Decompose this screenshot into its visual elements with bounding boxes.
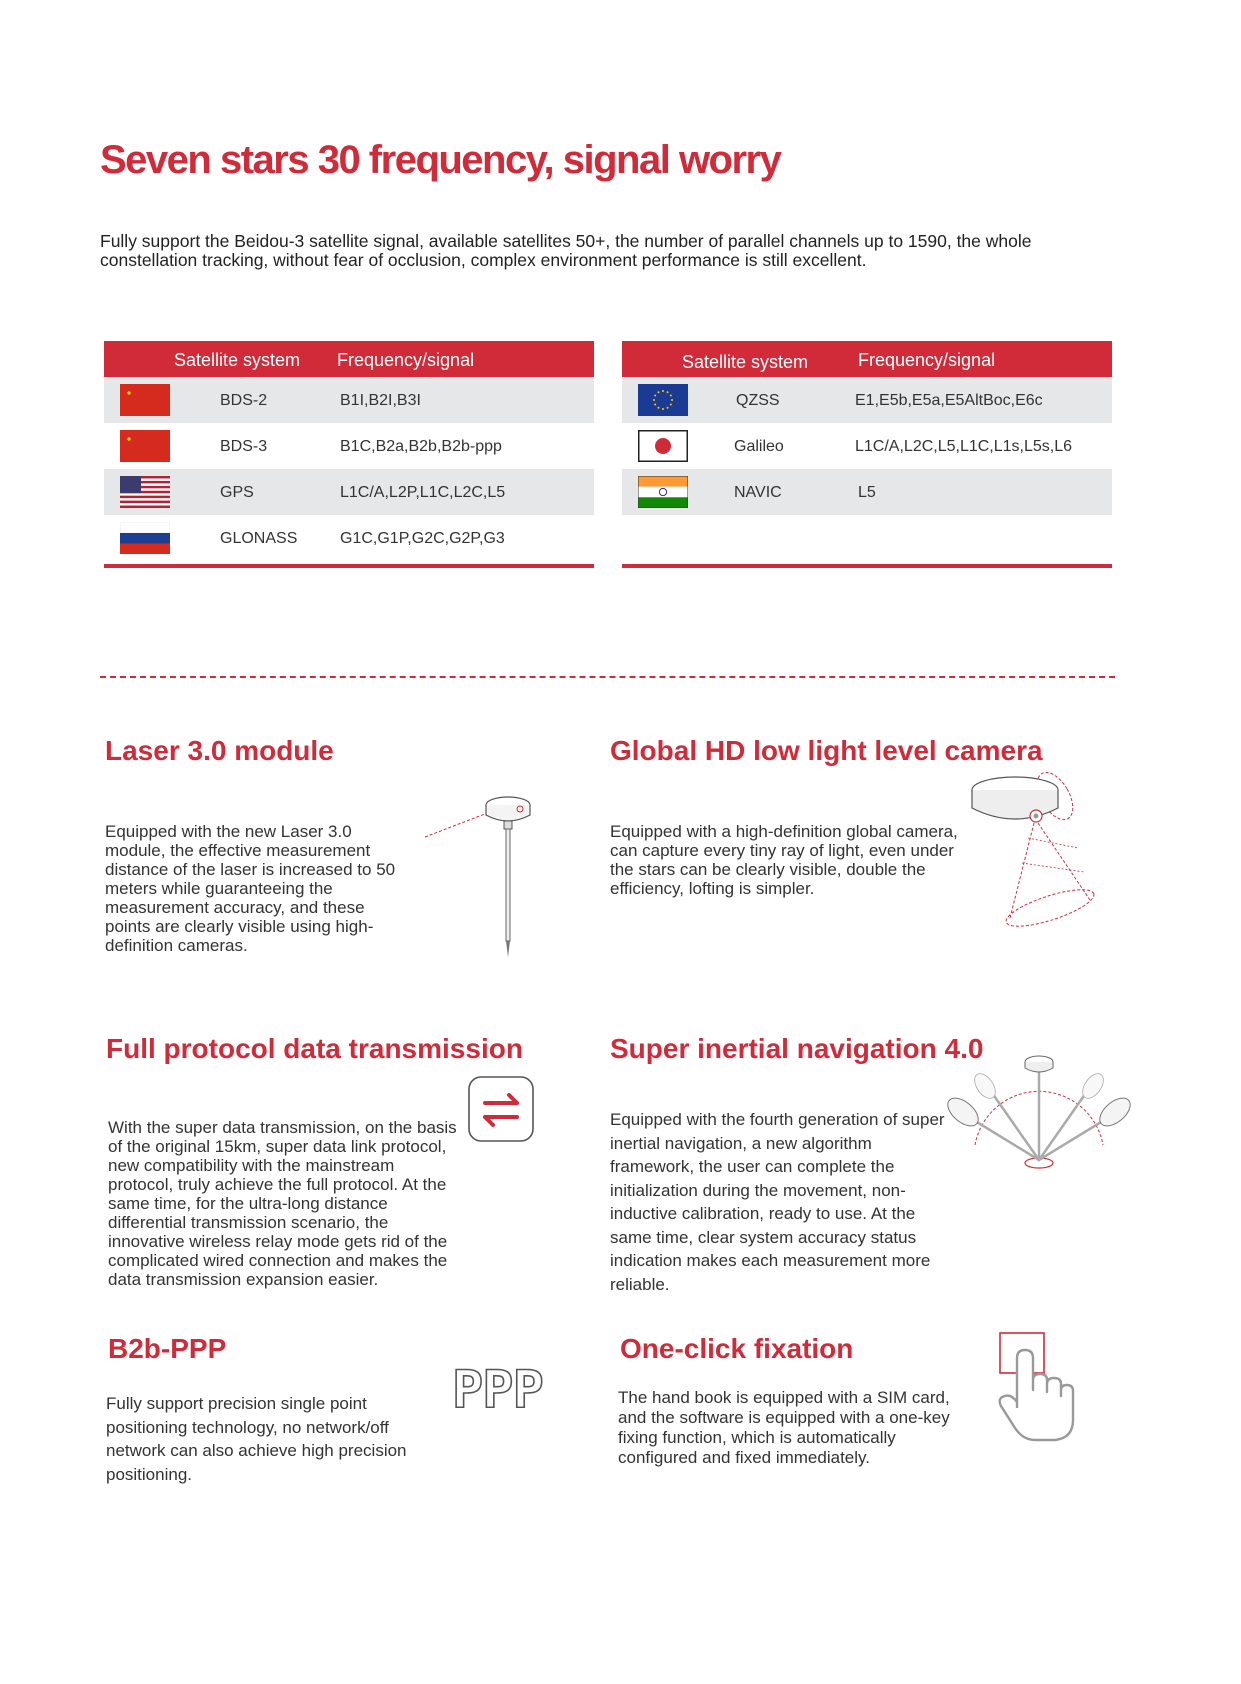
feature-title-laser: Laser 3.0 module (105, 735, 334, 766)
system-name: NAVIC (734, 484, 782, 501)
header-frequency-signal: Frequency/signal (337, 350, 475, 370)
transfer-arrows-icon (467, 1075, 535, 1143)
frequency-value: L5 (858, 484, 876, 501)
feature-title-protocol: Full protocol data transmission (106, 1033, 523, 1064)
table-bottom-rule (104, 564, 594, 568)
frequency-value: B1C,B2a,B2b,B2b-ppp (340, 438, 502, 455)
india-flag-icon (638, 476, 688, 508)
table-row (104, 515, 594, 561)
laser-rover-icon (420, 785, 545, 960)
feature-body-ppp: Fully support precision single point positioning technology, no network/off network can also achieve high precision positioning. (106, 1394, 407, 1484)
table-row (104, 377, 594, 423)
satellite-table-left (104, 341, 594, 561)
system-name: BDS-3 (220, 438, 268, 455)
satellite-table-right (622, 341, 1112, 515)
camera-device-icon (970, 768, 1105, 938)
header-satellite-system: Satellite system (174, 350, 301, 370)
frequency-value: L1C/A,L2C,L5,L1C,L1s,L5s,L6 (855, 438, 1073, 455)
system-name: GLONASS (220, 530, 298, 547)
feature-title-fixation: One-click fixation (620, 1333, 854, 1364)
table-row (622, 423, 1112, 469)
usa-flag-icon (120, 476, 170, 508)
feature-body-fixation: The hand book is equipped with a SIM card, and the software is equipped with a one-key fixing function, which is automatically configured and fixed immediately. (618, 1388, 950, 1467)
feature-title-ppp: B2b-PPP (108, 1333, 227, 1364)
frequency-value: G1C,G1P,G2C,G2P,G3 (340, 530, 505, 547)
japan-flag-icon (638, 430, 688, 462)
table-header (104, 341, 594, 377)
tap-hand-icon (995, 1328, 1075, 1448)
system-name: GPS (220, 484, 254, 501)
frequency-value: B1I,B2I,B3I (340, 392, 421, 409)
china-flag-icon (120, 384, 170, 416)
china-flag-icon (120, 430, 170, 462)
table-row (622, 377, 1112, 423)
dashed-divider (100, 676, 1115, 678)
table-row (622, 469, 1112, 515)
table-row (104, 469, 594, 515)
tilt-survey-icon (935, 1050, 1140, 1175)
system-name: Galileo (734, 438, 784, 455)
feature-body-laser: Equipped with the new Laser 3.0 module, the effective measurement distance of the laser is increased to 50 meters while guaranteeing the measurement accuracy, and these points are clearly visible using high-definition cameras. (105, 822, 396, 955)
frequency-value: L1C/A,L2P,L1C,L2C,L5 (340, 484, 506, 501)
table-bottom-rule (622, 564, 1112, 568)
system-name: BDS-2 (220, 392, 268, 409)
eu-flag-icon (638, 384, 688, 416)
table-header (622, 341, 1112, 377)
russia-flag-icon (120, 522, 170, 554)
table-row (104, 423, 594, 469)
header-satellite-system: Satellite system (682, 352, 809, 372)
intro-paragraph: Fully support the Beidou-3 satellite signal, available satellites 50+, the number of parallel channels up to 1590, the whole constellation tracking, without fear of occlusion, complex environment performance is still excellent. (100, 231, 1032, 270)
feature-body-protocol: With the super data transmission, on the basis of the original 15km, super data link protocol, new compatibility with the mainstream protocol, truly achieve the full protocol. At the same time, for the ultra-long distance differential transmission scenario, the innovative wireless relay mode gets rid of the complicated wired connection and makes the data transmission expansion easier. (108, 1118, 457, 1289)
feature-body-camera: Equipped with a high-definition global camera, can capture every tiny ray of light, even under the stars can be clearly visible, double the efficiency, lofting is simpler. (610, 822, 958, 898)
ppp-icon: PPP (452, 1360, 543, 1420)
feature-title-camera: Global HD low light level camera (610, 735, 1043, 766)
feature-title-inertial: Super inertial navigation 4.0 (610, 1033, 984, 1064)
header-frequency-signal: Frequency/signal (858, 350, 996, 370)
frequency-value: E1,E5b,E5a,E5AltBoc,E6c (855, 392, 1043, 409)
page-title: Seven stars 30 frequency, signal worry (100, 138, 781, 182)
feature-body-inertial: Equipped with the fourth generation of super inertial navigation, a new algorithm framework, the user can complete the initialization during the movement, non-inductive calibration, ready to use. At the same time, clear system accuracy status indication makes each measurement more reliable. (610, 1110, 945, 1294)
system-name: QZSS (736, 392, 780, 409)
